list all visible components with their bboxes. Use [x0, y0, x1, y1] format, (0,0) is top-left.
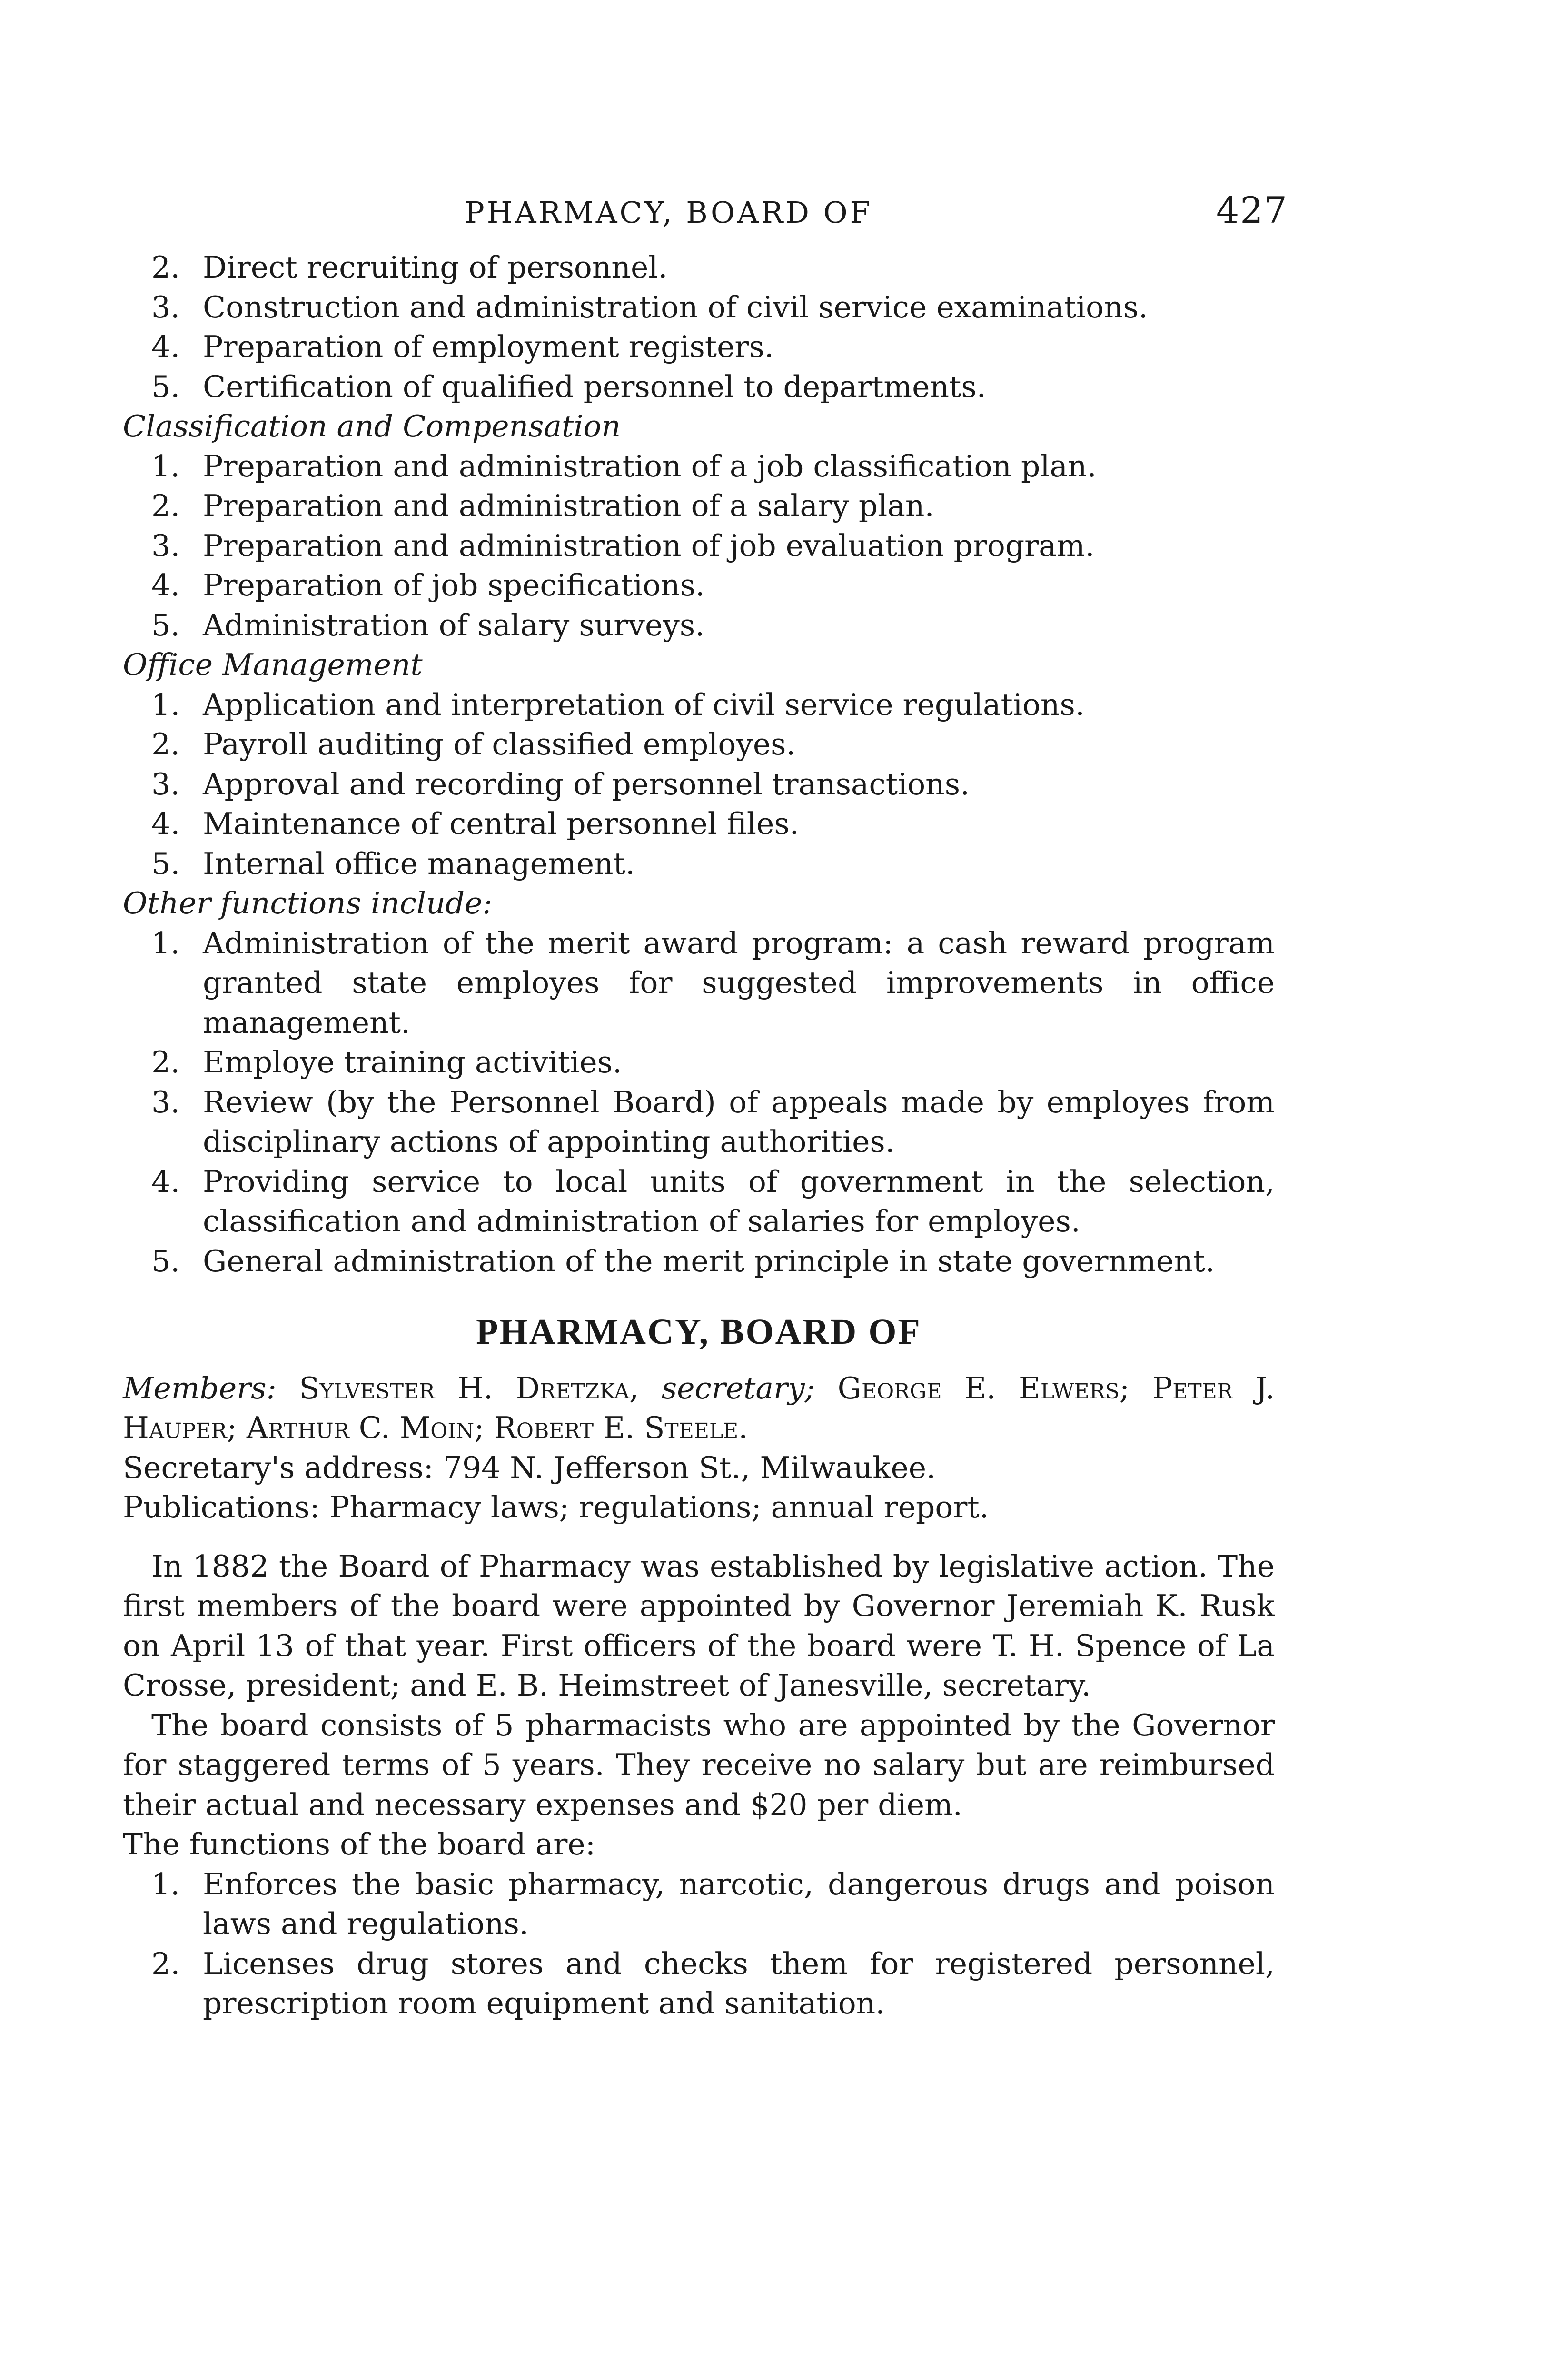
list-item — [151, 1241, 1275, 1281]
item-text: Providing service to local units of government in the selection, classification and administration of salaries for employes. — [203, 1164, 1275, 1239]
page-number: 427 — [1216, 189, 1288, 231]
list-item — [151, 526, 1275, 566]
item-text: Preparation and administration of a salary plan. — [203, 488, 934, 523]
members-line — [123, 1368, 1275, 1448]
running-head — [123, 189, 1288, 248]
item-number: 5. — [151, 607, 180, 643]
item-number: 5. — [151, 846, 180, 881]
list-item — [151, 764, 1275, 804]
item-text: Payroll auditing of classified employes. — [203, 727, 796, 762]
item-text: Enforces the basic pharmacy, narcotic, dangerous drugs and poison laws and regulations. — [203, 1866, 1275, 1941]
item-text: Direct recruiting of personnel. — [203, 250, 668, 285]
item-number: 1. — [151, 448, 180, 484]
members-label: Members: — [123, 1370, 277, 1406]
other-functions-list — [123, 923, 1275, 1281]
section-title: PHARMACY, BOARD OF — [476, 1312, 922, 1352]
list-item — [151, 605, 1275, 645]
secretary-address: Secretary's address: 794 N. Jefferson St., Milwaukee. — [123, 1450, 936, 1485]
member-name: Peter J. Hauper; — [123, 1370, 1275, 1445]
history-paragraph: In 1882 the Board of Pharmacy was established by legislative action. The first members of the board were appointed by Governor Jeremiah K. Rusk on April 13 of that year. First officers of the board were T. H. Spence of La Crosse, president; and E. B. Heimstreet of Janesville, secretary. — [123, 1548, 1275, 1703]
item-text: Administration of the merit award program: a cash reward program granted state employes for suggested improvements in office management. — [203, 925, 1275, 1040]
item-number: 3. — [151, 766, 180, 802]
item-number: 4. — [151, 568, 180, 603]
item-text: Preparation and administration of job evaluation program. — [203, 528, 1095, 563]
item-number: 3. — [151, 528, 180, 563]
list-item — [151, 685, 1275, 725]
list-item — [151, 923, 1275, 1043]
item-text: Internal office management. — [203, 846, 635, 881]
member-name: Arthur C. Moin; — [246, 1410, 485, 1445]
board-functions-list — [123, 1864, 1275, 2023]
office-list — [123, 685, 1275, 884]
list-item — [151, 1162, 1275, 1241]
item-number: 2. — [151, 488, 180, 523]
item-text: Licenses drug stores and checks them for registered personnel, prescription room equipment and sanitation. — [203, 1946, 1275, 2021]
item-number: 1. — [151, 687, 180, 722]
item-number: 5. — [151, 369, 180, 404]
item-number: 2. — [151, 727, 180, 762]
item-text: Review (by the Personnel Board) of appeals made by employes from disciplinary actions of appointing authorities. — [203, 1084, 1275, 1159]
item-text: Approval and recording of personnel transactions. — [203, 766, 970, 802]
item-number: 2. — [151, 250, 180, 285]
continued-list — [123, 248, 1275, 407]
book-page — [123, 189, 1288, 2023]
item-number: 3. — [151, 1084, 180, 1120]
member-name: Robert E. Steele. — [494, 1410, 748, 1445]
item-number: 4. — [151, 329, 180, 364]
list-item — [151, 288, 1275, 327]
item-number: 1. — [151, 1866, 180, 1902]
item-number: 4. — [151, 806, 180, 841]
composition-paragraph: The board consists of 5 pharmacists who are appointed by the Governor for staggered terms of 5 years. They receive no salary but are reimbursed their actual and necessary expenses and $20 per diem. — [123, 1707, 1275, 1822]
item-text: Certification of qualified personnel to departments. — [203, 369, 986, 404]
item-text: Construction and administration of civil service examinations. — [203, 289, 1149, 325]
list-item — [151, 844, 1275, 884]
list-item — [151, 248, 1275, 288]
functions-intro: The functions of the board are: — [123, 1827, 595, 1862]
item-text: General administration of the merit principle in state government. — [203, 1243, 1215, 1279]
item-text: Preparation and administration of a job classification plan. — [203, 448, 1097, 484]
list-item — [151, 1042, 1275, 1082]
member-name: George E. Elwers; — [837, 1370, 1130, 1406]
publications-line: Publications: Pharmacy laws; regulations; annual report. — [123, 1490, 989, 1525]
classification-list — [123, 446, 1275, 645]
list-item — [151, 1082, 1275, 1162]
item-number: 1. — [151, 925, 180, 961]
list-item — [151, 327, 1275, 367]
item-text: Employe training activities. — [203, 1045, 622, 1080]
list-item — [151, 446, 1275, 486]
list-item — [151, 565, 1275, 605]
item-number: 2. — [151, 1045, 180, 1080]
item-text: Administration of salary surveys. — [203, 607, 705, 643]
list-item — [151, 724, 1275, 764]
member-name: Sylvester H. Dretzka, — [299, 1370, 639, 1406]
item-number: 3. — [151, 289, 180, 325]
list-item — [151, 1944, 1275, 2023]
subheading-other-functions: Other functions include: — [123, 886, 493, 921]
item-text: Maintenance of central personnel files. — [203, 806, 799, 841]
item-number: 5. — [151, 1243, 180, 1279]
list-item — [151, 1864, 1275, 1944]
item-number: 2. — [151, 1946, 180, 1981]
list-item — [151, 804, 1275, 844]
item-text: Application and interpretation of civil service regulations. — [203, 687, 1085, 722]
running-head-title: PHARMACY, BOARD OF — [465, 195, 873, 230]
member-role: secretary; — [661, 1370, 815, 1406]
item-text: Preparation of job specifications. — [203, 568, 705, 603]
list-item — [151, 367, 1275, 407]
item-number: 4. — [151, 1164, 180, 1199]
list-item — [151, 486, 1275, 526]
subheading-office-management: Office Management — [123, 647, 423, 682]
subheading-classification: Classification and Compensation — [123, 409, 621, 444]
spacer — [123, 1527, 1275, 1547]
item-text: Preparation of employment registers. — [203, 329, 774, 364]
